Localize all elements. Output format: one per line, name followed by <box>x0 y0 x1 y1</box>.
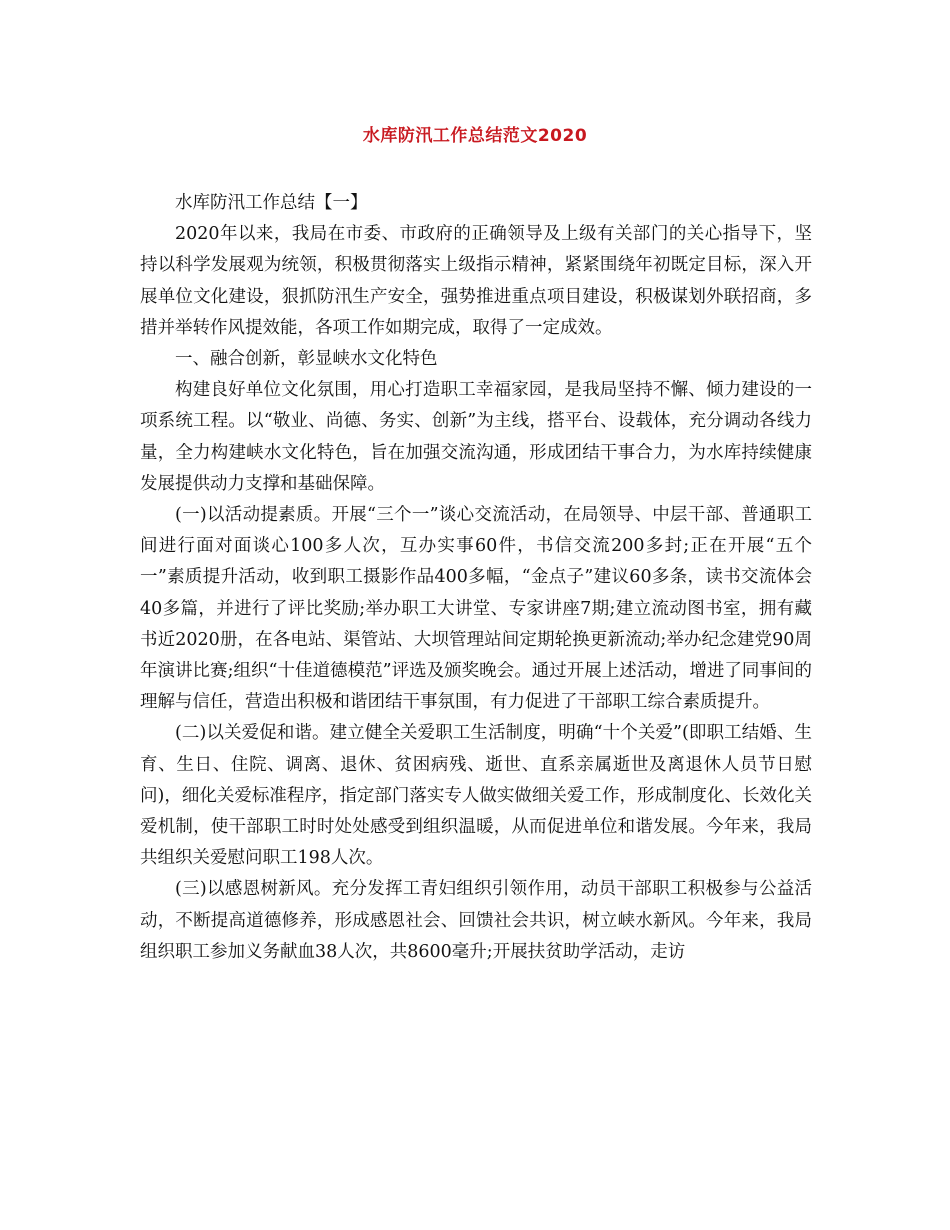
section-heading-1: 水库防汛工作总结【一】 <box>175 193 368 213</box>
section-heading-culture: 一、融合创新，彰显峡水文化特色 <box>175 349 438 370</box>
document-body <box>140 188 812 968</box>
paragraph-culture: 构建良好单位文化氛围，用心打造职工幸福家园，是我局坚持不懈、倾力建设的一项系统工程。以“敬业、尚德、务实、创新”为主线，搭平台、设载体，充分调动各线力量，全力构建峡水文化特色，旨在加强交流沟通，形成团结干事合力，为水库持续健康发展提供动力支撑和基础保障。 <box>140 380 812 494</box>
paragraph-intro: 2020年以来，我局在市委、市政府的正确领导及上级有关部门的关心指导下，坚持以科学发展观为统领，积极贯彻落实上级指示精神，紧紧围绕年初既定目标，深入开展单位文化建设，狠抓防汛生产安全，强势推进重点项目建设，积极谋划外联招商，多措并举转作风提效能，各项工作如期完成，取得了一定成效。 <box>140 224 812 338</box>
document-title: 水库防汛工作总结范文2020 <box>362 126 588 146</box>
paragraph-activities: (一)以活动提素质。开展“三个一”谈心交流活动，在局领导、中层干部、普通职工间进行面对面谈心100多人次，互办实事60件，书信交流200多封;正在开展“五个一”素质提升活动，收到职工摄影作品400多幅，“金点子”建议60多条，读书交流体会40多篇，并进行了评比奖励;举办职工大讲堂、专家讲座7期;建立流动图书室，拥有藏书近2020册，在各电站、渠管站、大坝管理站间定期轮换更新流动;举办纪念建党90周年演讲比赛;组织“十佳道德模范”评选及颁奖晚会。通过开展上述活动，增进了同事间的理解与信任，营造出积极和谐团结干事氛围，有力促进了干部职工综合素质提升。 <box>140 505 812 713</box>
paragraph-gratitude: (三)以感恩树新风。充分发挥工青妇组织引领作用，动员干部职工积极参与公益活动，不断提高道德修养，形成感恩社会、回馈社会共识，树立峡水新风。今年来，我局组织职工参加义务献血38人次，共8600毫升;开展扶贫助学活动，走访 <box>140 879 812 962</box>
paragraph-care: (二)以关爱促和谐。建立健全关爱职工生活制度，明确“十个关爱”(即职工结婚、生育、生日、住院、调离、退休、贫困病残、逝世、直系亲属逝世及离退休人员节日慰问)，细化关爱标准程序，指定部门落实专人做实做细关爱工作，形成制度化、长效化关爱机制，使干部职工时时处处感受到组织温暖，从而促进单位和谐发展。今年来，我局共组织关爱慰问职工198人次。 <box>140 723 812 869</box>
